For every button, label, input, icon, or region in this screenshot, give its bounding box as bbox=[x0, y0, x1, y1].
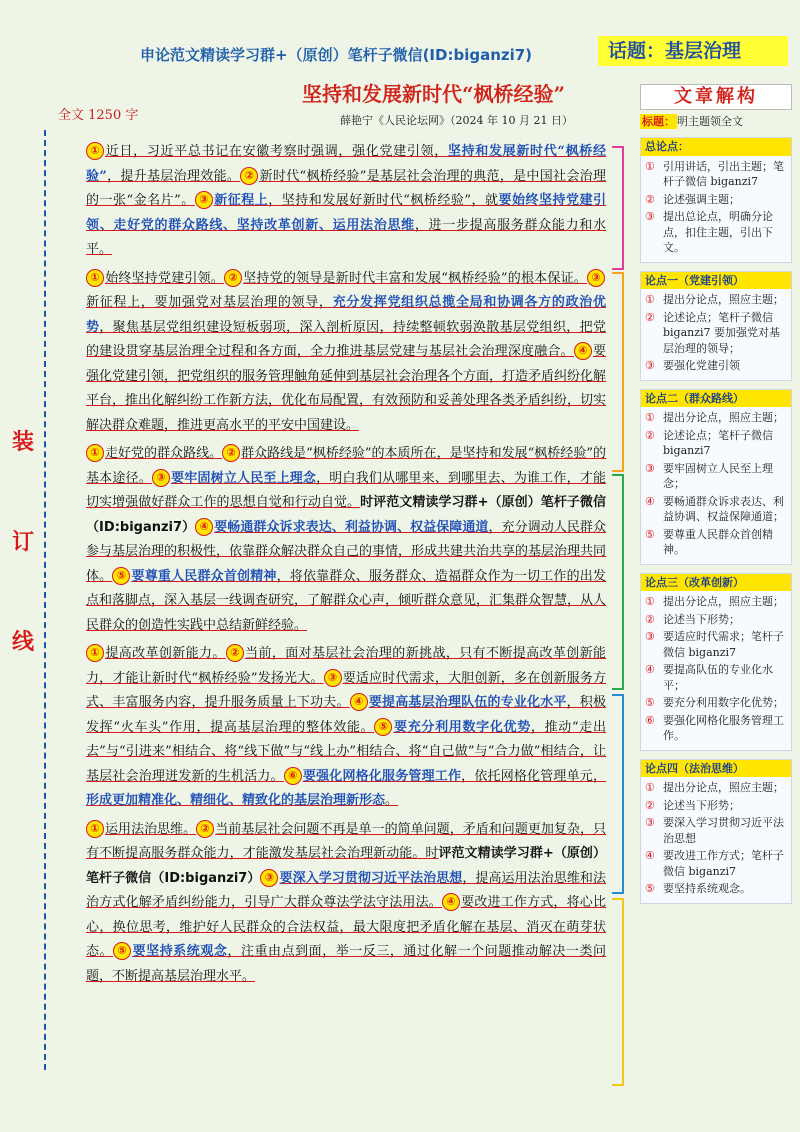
analysis-item-number: ① bbox=[645, 411, 655, 424]
text-run: ，积极发挥“火车头”作用，提高基层治理的整体效能。 bbox=[86, 695, 606, 735]
keyword-highlight: 新征程上 bbox=[213, 193, 269, 208]
analysis-item bbox=[645, 695, 787, 711]
sentence-number-badge: ① bbox=[86, 269, 104, 287]
text-run: 新征程上，要加强党对基层治理的领导， bbox=[86, 295, 333, 310]
sentence-number-badge: ① bbox=[86, 142, 104, 160]
keyword-highlight: 充分发挥党组织总揽全局和协调各方的政治优势 bbox=[86, 295, 606, 335]
analysis-item-text: 要改进工作方式；笔杆子微信 biganzi7 bbox=[663, 849, 784, 878]
analysis-item-text: 要提高队伍的专业化水平； bbox=[663, 663, 773, 692]
sentence-number-badge: ③ bbox=[260, 869, 278, 887]
text-run: ，将依靠群众、服务群众、造福群众作为一切工作的出发点和落脚点，深入基层一线调查研究，了解群众心声，倾听群众意见，汇集群众智慧，从人民群众的创造性实践中总结新鲜经验。 bbox=[86, 568, 607, 633]
topic-badge: 话题：基层治理 bbox=[598, 36, 788, 66]
keyword-highlight: 要深入学习贯彻习近平法治思想 bbox=[279, 870, 463, 886]
text-run: 走好党的群众路线。 bbox=[105, 446, 223, 461]
paragraph bbox=[86, 818, 606, 990]
sentence-number-badge: ② bbox=[226, 644, 244, 662]
analysis-section bbox=[640, 389, 792, 565]
text-run: ，注重由点到面，举一反三，通过化解一个问题推动解决一类问题，不断提高基层治理水平。 bbox=[86, 944, 606, 984]
text-run: ，聚焦基层党组织建设短板弱项，深入剖析原因，持续整顿软弱涣散基层党组织，把党的建设贯穿基层治理全过程和各方面，全力推进基层党建与基层社会治理深度融合。 bbox=[86, 319, 606, 359]
analysis-item-number: ⑤ bbox=[645, 882, 655, 895]
text-run: 要强化党建引领，把党组织的服务管理触角延伸到基层社会治理各个方面，打造矛盾纠纷化解平台，推出化解纠纷工作新方法，优化布局配置，有效预防和妥善处理各类矛盾纠纷，切实解决群众难题，推进更高水平的平安中国建设。 bbox=[86, 344, 607, 433]
analysis-item-text: 要坚持系统观念。 bbox=[663, 882, 751, 895]
right-panel bbox=[640, 84, 792, 904]
analysis-item bbox=[645, 881, 787, 897]
sentence-number-badge: ① bbox=[86, 820, 104, 838]
analysis-item-number: ② bbox=[645, 428, 655, 442]
analysis-item bbox=[645, 612, 787, 628]
keyword-highlight: 要提高基层治理队伍的专业化水平 bbox=[368, 695, 567, 710]
analysis-section bbox=[640, 271, 792, 381]
analysis-section bbox=[640, 759, 792, 904]
analysis-item-number: ⑥ bbox=[645, 713, 655, 727]
analysis-item-text: 要适应时代需求；笔杆子微信 biganzi7 bbox=[663, 630, 784, 659]
analysis-item-number: ④ bbox=[645, 849, 655, 862]
keyword-highlight: 要坚持系统观念 bbox=[132, 944, 228, 959]
text-run: 新时代“枫桥经验”是基层社会治理的典范，是中国社会治理的一张“金名片”。 bbox=[86, 168, 606, 208]
keyword-highlight: 要尊重人民群众首创精神 bbox=[131, 568, 277, 584]
bracket-overview bbox=[612, 146, 624, 270]
analysis-item bbox=[645, 662, 787, 693]
analysis-section-head: 论点四（法治思维） bbox=[641, 760, 791, 778]
analysis-item bbox=[645, 310, 787, 357]
sentence-number-badge: ③ bbox=[195, 191, 213, 209]
sentence-number-badge: ⑤ bbox=[112, 567, 130, 585]
analysis-item-number: ① bbox=[645, 159, 655, 173]
analysis-item-text: 要畅通群众诉求表达、利益协调、权益保障通道； bbox=[663, 494, 784, 523]
analysis-item-text: 提出总论点，明确分论点，扣住主题，引出下文。 bbox=[663, 210, 773, 254]
sentence-number-badge: ③ bbox=[152, 469, 170, 487]
analysis-item bbox=[645, 428, 787, 459]
analysis-item-number: ③ bbox=[645, 210, 655, 223]
text-run: 坚持党的领导是新时代丰富和发展“枫桥经验”的根本保证。 bbox=[243, 270, 587, 286]
text-run: 运用法治思维。 bbox=[105, 821, 197, 837]
promo-line: 时评范文精读学习群+（原创）笔杆子微信（ID:biganzi7） bbox=[86, 495, 606, 535]
bracket-point3 bbox=[612, 694, 624, 894]
sentence-number-badge: ⑤ bbox=[113, 942, 131, 960]
text-run: 群众路线是“枫桥经验”的本质所在，是坚持和发展“枫桥经验”的基本途径。 bbox=[86, 446, 606, 486]
analysis-item-number: ① bbox=[645, 293, 655, 306]
main-text bbox=[86, 140, 606, 993]
analysis-section-head: 论点一（党建引领） bbox=[641, 272, 791, 290]
bracket-point4 bbox=[612, 898, 624, 1086]
analysis-item-number: ④ bbox=[645, 494, 655, 508]
analysis-item-text: 要强化网格化服务管理工作。 bbox=[663, 713, 784, 742]
text-run: ，明白我们从哪里来、到哪里去、为谁工作，才能切实增强做好群众工作的思想自觉和行动自觉。 bbox=[86, 470, 606, 510]
binding-char-2: 订 bbox=[12, 529, 35, 555]
paragraph bbox=[86, 267, 606, 439]
panel-theme bbox=[640, 114, 792, 130]
analysis-item bbox=[645, 461, 787, 492]
keyword-highlight: 要充分利用数字化优势 bbox=[393, 719, 531, 735]
analysis-item-number: ① bbox=[645, 781, 655, 794]
analysis-item-text: 要强化党建引领 bbox=[663, 359, 740, 372]
sentence-number-badge: ⑥ bbox=[284, 767, 302, 785]
keyword-highlight: 要始终坚持党建引领、走好党的群众路线、坚持改革创新、运用法治思维 bbox=[86, 193, 606, 233]
analysis-item-text: 论述强调主题； bbox=[663, 192, 740, 206]
analysis-item-text: 引用讲话，引出主题；笔杆子微信 biganzi7 bbox=[663, 159, 784, 188]
text-run: 提高改革创新能力。 bbox=[105, 646, 226, 661]
promo-line: 评范文精读学习群+（原创）笔杆子微信（ID:biganzi7） bbox=[86, 846, 606, 886]
text-run: 当前基层社会问题不再是单一的简单问题，矛盾和问题更加复杂，只有不断提高服务群众能力，才能激发基层社会治理新动能。时 bbox=[86, 821, 606, 861]
bracket-point1 bbox=[612, 272, 624, 472]
analysis-item-number: ④ bbox=[645, 663, 655, 676]
text-run: 近日，习近平总书记在安徽考察时强调，强化党建引领， bbox=[105, 144, 448, 159]
analysis-item bbox=[645, 780, 787, 796]
analysis-item-number: ② bbox=[645, 192, 655, 206]
analysis-item bbox=[645, 713, 787, 744]
text-run: 当前，面对基层社会治理的新挑战，只有不断提高改革创新能力，才能让新时代“枫桥经验”发扬光大。 bbox=[86, 646, 606, 686]
text-run: 始终坚持党建引领。 bbox=[105, 270, 225, 286]
sentence-number-badge: ① bbox=[86, 644, 104, 662]
keyword-highlight: 要牢固树立人民至上理念 bbox=[170, 470, 317, 486]
keyword-highlight: 形成更加精准化、精细化、精致化的基层治理新形态 bbox=[86, 793, 386, 808]
article-title: 坚持和发展新时代“枫桥经验” bbox=[302, 82, 566, 106]
analysis-item-number: ⑤ bbox=[645, 527, 655, 541]
sentence-number-badge: ③ bbox=[324, 669, 342, 687]
analysis-item-text: 提出分论点，照应主题； bbox=[663, 781, 784, 794]
sentence-number-badge: ③ bbox=[587, 269, 605, 287]
analysis-item-number: ② bbox=[645, 798, 655, 812]
sentence-number-badge: ② bbox=[240, 167, 258, 185]
analysis-section-head: 论点三（改革创新） bbox=[641, 574, 791, 592]
paragraph bbox=[86, 140, 606, 263]
analysis-item-text: 要尊重人民群众首创精神。 bbox=[663, 527, 773, 556]
text-run: 要适应时代需求，大胆创新，多在创新服务方式、丰富服务内容，提升服务质量上下功夫。 bbox=[86, 670, 606, 710]
text-run: ，推动“走出去”与“引进来”相结合、将“线下做”与“线上办”相结合、将“自己做”与“合力做”相结合，让基层社会治理迸发新的生机活力。 bbox=[86, 719, 606, 784]
sentence-number-badge: ④ bbox=[574, 342, 592, 360]
analysis-item bbox=[645, 594, 787, 610]
bracket-point2 bbox=[612, 474, 624, 690]
paragraph bbox=[86, 442, 606, 638]
analysis-item-text: 论述当下形势； bbox=[663, 798, 740, 812]
analysis-item bbox=[645, 209, 787, 256]
sentence-number-badge: ⑤ bbox=[374, 718, 392, 736]
analysis-item-number: ③ bbox=[645, 630, 655, 643]
analysis-item-number: ③ bbox=[645, 461, 655, 475]
analysis-section-head: 论点二（群众路线） bbox=[641, 390, 791, 408]
analysis-item bbox=[645, 159, 787, 190]
analysis-item bbox=[645, 527, 787, 558]
sentence-number-badge: ④ bbox=[442, 893, 460, 911]
analysis-item-text: 要充分利用数字化优势； bbox=[663, 696, 784, 709]
theme-text: 明主题领全文 bbox=[677, 114, 743, 128]
binding-char-3: 线 bbox=[12, 629, 35, 655]
analysis-item-number: ⑤ bbox=[645, 696, 655, 709]
sentence-number-badge: ② bbox=[222, 444, 240, 462]
analysis-item-number: ① bbox=[645, 595, 655, 608]
analysis-item bbox=[645, 629, 787, 660]
keyword-highlight: 坚持和发展新时代“枫桥经验” bbox=[86, 144, 606, 184]
sentence-number-badge: ④ bbox=[195, 518, 213, 536]
byline: 薛艳宁《人民论坛网》（2024 年 10 月 21 日） bbox=[340, 114, 573, 127]
analysis-section bbox=[640, 573, 792, 751]
sentence-number-badge: ① bbox=[86, 444, 104, 462]
analysis-item-text: 要深入学习贯彻习近平法治思想 bbox=[663, 816, 784, 845]
analysis-item bbox=[645, 358, 787, 374]
analysis-item-text: 要牢固树立人民至上理念； bbox=[663, 461, 773, 490]
text-run: 。 bbox=[385, 793, 399, 808]
analysis-item bbox=[645, 494, 787, 525]
text-run: ，提升基层治理效能。 bbox=[106, 168, 241, 184]
text-run: ，坚持和发展好新时代“枫桥经验”，就 bbox=[268, 193, 499, 208]
analysis-section bbox=[640, 137, 792, 263]
analysis-item bbox=[645, 798, 787, 814]
header-line: 申论范文精读学习群+（原创）笔杆子微信(ID:biganzi7) bbox=[140, 46, 533, 64]
analysis-item-number: ② bbox=[645, 310, 655, 324]
analysis-item bbox=[645, 292, 787, 308]
sentence-number-badge: ④ bbox=[350, 693, 368, 711]
text-run: ，依托网格化管理单元， bbox=[461, 768, 606, 784]
keyword-highlight: 要强化网格化服务管理工作 bbox=[302, 768, 462, 784]
analysis-item-number: ③ bbox=[645, 816, 655, 829]
panel-title: 文章解构 bbox=[640, 84, 792, 110]
analysis-item-text: 论述论点；笔杆子微信 biganzi7 bbox=[663, 428, 773, 457]
paragraph bbox=[86, 642, 606, 814]
analysis-item-text: 论述论点；笔杆子微信 biganzi7 要加强党对基层治理的领导； bbox=[663, 310, 781, 355]
analysis-item bbox=[645, 410, 787, 426]
analysis-item-number: ③ bbox=[645, 359, 655, 372]
text-run: ，进一步提高服务群众能力和水平。 bbox=[86, 217, 606, 257]
analysis-item-text: 论述当下形势； bbox=[663, 612, 740, 626]
theme-label: 标题： bbox=[642, 114, 675, 128]
text-run: ，提高运用法治思维和法治方式化解矛盾纠纷能力，引导广大群众尊法学法守法用法。 bbox=[86, 870, 606, 910]
binding-dashed-line bbox=[44, 130, 46, 1070]
sentence-number-badge: ② bbox=[196, 820, 214, 838]
analysis-section-head: 总论点： bbox=[641, 138, 791, 156]
analysis-item bbox=[645, 815, 787, 846]
binding-char-1: 装 bbox=[12, 429, 35, 455]
word-count: 全文 1250 字 bbox=[58, 108, 139, 123]
analysis-item-text: 提出分论点，照应主题； bbox=[663, 595, 784, 608]
analysis-item bbox=[645, 192, 787, 208]
analysis-item-text: 提出分论点，照应主题； bbox=[663, 411, 784, 424]
text-run: ，充分调动人民群众参与基层治理的积极性，依靠群众解决群众自己的事情，形成共建共治共享的基层治理共同体。 bbox=[86, 519, 607, 584]
analysis-item-text: 提出分论点，照应主题； bbox=[663, 293, 784, 306]
analysis-item-number: ② bbox=[645, 612, 655, 626]
keyword-highlight: 要畅通群众诉求表达、利益协调、权益保障通道 bbox=[214, 519, 489, 535]
analysis-item bbox=[645, 848, 787, 879]
sentence-number-badge: ② bbox=[224, 269, 242, 287]
text-run: 要改进工作方式，将心比心，换位思考，维护好人民群众的合法权益，最大限度把矛盾化解在基层、消灭在萌芽状态。 bbox=[86, 895, 606, 959]
